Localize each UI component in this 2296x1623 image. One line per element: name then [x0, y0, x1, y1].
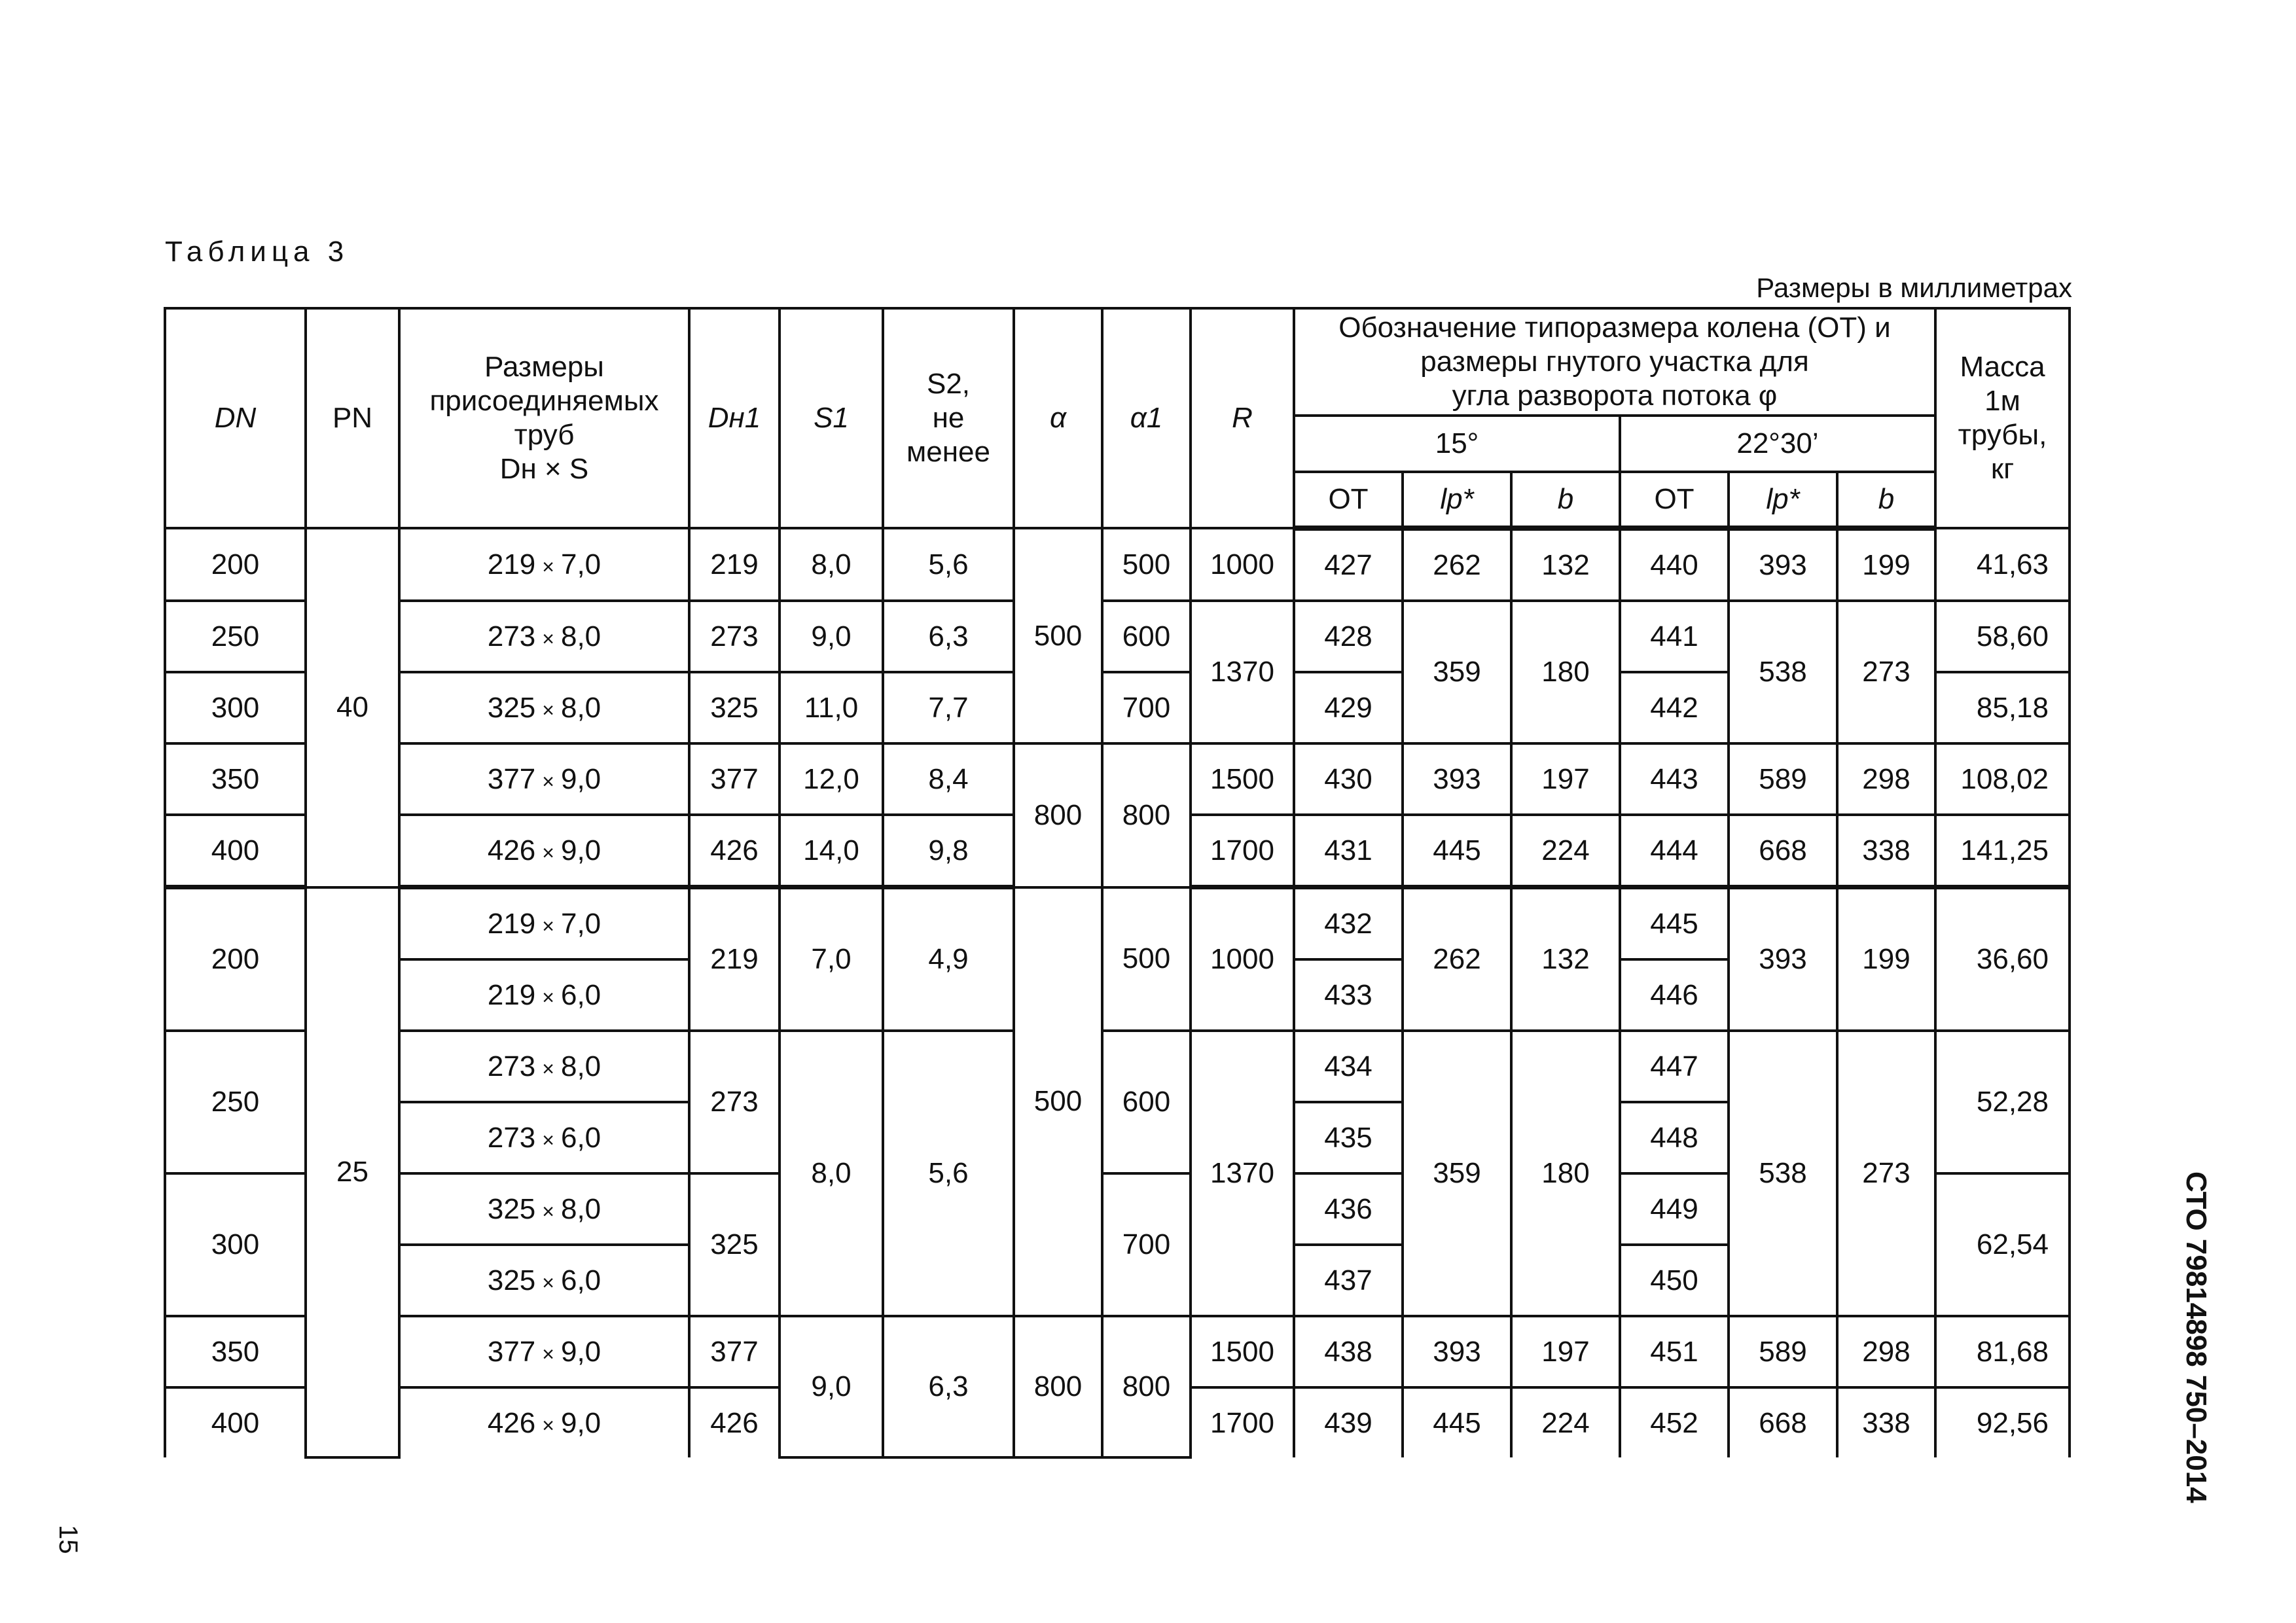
- cell-r: 1000: [1191, 528, 1294, 601]
- cell-lp22: 668: [1729, 815, 1837, 887]
- cell-b22: 338: [1837, 1387, 1935, 1457]
- cell-lp22: 668: [1729, 1387, 1837, 1457]
- cell-s2: 8,4: [883, 743, 1014, 815]
- cell-ot22: 452: [1620, 1387, 1729, 1457]
- cell-mass: 58,60: [1935, 601, 2070, 672]
- table-row: [165, 601, 2070, 672]
- cell-alpha1: 700: [1102, 672, 1191, 743]
- cell-pipe-size: 325 × 6,0: [399, 1245, 689, 1316]
- cell-r: 1500: [1191, 1316, 1294, 1387]
- table-row: [165, 887, 2070, 960]
- cell-s1: 8,0: [780, 528, 883, 601]
- cell-lp15: 359: [1403, 1031, 1511, 1316]
- cell-s1: 12,0: [780, 743, 883, 815]
- cell-ot22: 447: [1620, 1031, 1729, 1102]
- cell-mass: 36,60: [1935, 887, 2070, 1031]
- header-dn: DN: [165, 308, 306, 528]
- cell-dh1: 273: [689, 601, 780, 672]
- cell-dh1: 377: [689, 743, 780, 815]
- cell-dh1: 325: [689, 672, 780, 743]
- cell-mass: 108,02: [1935, 743, 2070, 815]
- cell-dn: 400: [165, 815, 306, 887]
- cell-lp15: 359: [1403, 601, 1511, 743]
- cell-pn: 25: [306, 887, 399, 1458]
- document-code: СТО 79814898 750–2014: [2180, 1171, 2212, 1503]
- table-row: [165, 1031, 2070, 1102]
- cell-alpha1: 800: [1102, 1316, 1191, 1457]
- header-angle-22-30: 22°30’: [1620, 416, 1935, 472]
- cell-ot22: 442: [1620, 672, 1729, 743]
- cell-ot22: 440: [1620, 528, 1729, 601]
- cell-pipe-size: 273 × 6,0: [399, 1102, 689, 1173]
- cell-dn: 200: [165, 528, 306, 601]
- cell-s2: 9,8: [883, 815, 1014, 887]
- cell-dh1: 273: [689, 1031, 780, 1173]
- header-ot-22: ОТ: [1620, 472, 1729, 528]
- cell-lp15: 393: [1403, 743, 1511, 815]
- cell-ot22: 449: [1620, 1173, 1729, 1245]
- cell-alpha: 500: [1014, 528, 1102, 743]
- cell-s2: 5,6: [883, 528, 1014, 601]
- cell-r: 1700: [1191, 1387, 1294, 1457]
- cell-mass: 92,56: [1935, 1387, 2070, 1457]
- cell-s2: 4,9: [883, 887, 1014, 1031]
- cell-b15: 197: [1511, 743, 1620, 815]
- cell-dh1: 426: [689, 815, 780, 887]
- header-angle-15: 15°: [1294, 416, 1620, 472]
- cell-mass: 141,25: [1935, 815, 2070, 887]
- cell-b15: 132: [1511, 887, 1620, 1031]
- cell-lp22: 589: [1729, 1316, 1837, 1387]
- cell-b15: 180: [1511, 601, 1620, 743]
- cell-b15: 132: [1511, 528, 1620, 601]
- cell-pipe-size: 219 × 6,0: [399, 959, 689, 1031]
- cell-alpha1: 700: [1102, 1173, 1191, 1316]
- cell-pipe-size: 377 × 9,0: [399, 743, 689, 815]
- cell-mass: 41,63: [1935, 528, 2070, 601]
- cell-pipe-size: 426 × 9,0: [399, 1387, 689, 1457]
- spec-table: [164, 307, 2071, 1459]
- cell-alpha1: 600: [1102, 601, 1191, 672]
- cell-pipe-size: 325 × 8,0: [399, 672, 689, 743]
- cell-pipe-size: 325 × 8,0: [399, 1173, 689, 1245]
- header-s1: S1: [780, 308, 883, 528]
- cell-pipe-size: 273 × 8,0: [399, 1031, 689, 1102]
- cell-b22: 338: [1837, 815, 1935, 887]
- cell-lp15: 445: [1403, 1387, 1511, 1457]
- cell-mass: 52,28: [1935, 1031, 2070, 1173]
- cell-pipe-size: 273 × 8,0: [399, 601, 689, 672]
- cell-s2: 5,6: [883, 1031, 1014, 1316]
- cell-s2: 6,3: [883, 601, 1014, 672]
- cell-s1: 11,0: [780, 672, 883, 743]
- cell-alpha1: 500: [1102, 887, 1191, 1031]
- header-dh1: Dн1: [689, 308, 780, 528]
- cell-dn: 300: [165, 672, 306, 743]
- cell-dh1: 377: [689, 1316, 780, 1387]
- cell-b15: 224: [1511, 815, 1620, 887]
- cell-ot15: 435: [1294, 1102, 1403, 1173]
- cell-alpha: 800: [1014, 1316, 1102, 1457]
- table-row: [165, 743, 2070, 815]
- cell-ot22: 448: [1620, 1102, 1729, 1173]
- header-bend-group: Обозначение типоразмера колена (ОТ) и размеры гнутого участка для угла разворота потока φ: [1294, 308, 1935, 416]
- header-pipe-size: Размеры присоединяемых труб Dн × S: [399, 308, 689, 528]
- header-alpha: α: [1014, 308, 1102, 528]
- table-caption: Таблица 3: [165, 236, 350, 268]
- cell-pipe-size: 426 × 9,0: [399, 815, 689, 887]
- cell-s1: 14,0: [780, 815, 883, 887]
- cell-b22: 298: [1837, 1316, 1935, 1387]
- cell-pipe-size: 377 × 9,0: [399, 1316, 689, 1387]
- header-b-15: b: [1511, 472, 1620, 528]
- cell-lp15: 262: [1403, 887, 1511, 1031]
- cell-lp15: 445: [1403, 815, 1511, 887]
- cell-s1: 8,0: [780, 1031, 883, 1316]
- table-row: [165, 528, 2070, 601]
- cell-dn: 350: [165, 1316, 306, 1387]
- cell-dn: 350: [165, 743, 306, 815]
- header-b-22: b: [1837, 472, 1935, 528]
- units-note: Размеры в миллиметрах: [1756, 272, 2072, 303]
- cell-ot15: 428: [1294, 601, 1403, 672]
- cell-alpha1: 800: [1102, 743, 1191, 887]
- cell-s2: 7,7: [883, 672, 1014, 743]
- cell-lp15: 393: [1403, 1316, 1511, 1387]
- cell-r: 1000: [1191, 887, 1294, 1031]
- cell-dh1: 426: [689, 1387, 780, 1457]
- cell-b22: 273: [1837, 601, 1935, 743]
- cell-ot15: 431: [1294, 815, 1403, 887]
- cell-ot15: 439: [1294, 1387, 1403, 1457]
- cell-ot15: 438: [1294, 1316, 1403, 1387]
- cell-b22: 199: [1837, 528, 1935, 601]
- cell-b22: 199: [1837, 887, 1935, 1031]
- cell-ot22: 451: [1620, 1316, 1729, 1387]
- cell-pn: 40: [306, 528, 399, 887]
- cell-ot15: 432: [1294, 887, 1403, 960]
- cell-lp22: 393: [1729, 528, 1837, 601]
- cell-ot15: 429: [1294, 672, 1403, 743]
- cell-dh1: 219: [689, 887, 780, 1031]
- table-row: [165, 1316, 2070, 1387]
- cell-ot22: 446: [1620, 959, 1729, 1031]
- cell-dh1: 325: [689, 1173, 780, 1316]
- cell-s1: 7,0: [780, 887, 883, 1031]
- cell-dn: 250: [165, 601, 306, 672]
- cell-ot15: 437: [1294, 1245, 1403, 1316]
- cell-alpha: 500: [1014, 887, 1102, 1317]
- cell-lp22: 538: [1729, 601, 1837, 743]
- header-ot-15: ОТ: [1294, 472, 1403, 528]
- page-number: 15: [54, 1525, 82, 1554]
- cell-lp22: 538: [1729, 1031, 1837, 1316]
- header-r: R: [1191, 308, 1294, 528]
- cell-lp22: 393: [1729, 887, 1837, 1031]
- cell-b15: 197: [1511, 1316, 1620, 1387]
- cell-ot22: 444: [1620, 815, 1729, 887]
- cell-s2: 6,3: [883, 1316, 1014, 1457]
- header-pn: PN: [306, 308, 399, 528]
- cell-ot22: 445: [1620, 887, 1729, 960]
- cell-ot15: 434: [1294, 1031, 1403, 1102]
- cell-dn: 200: [165, 887, 306, 1031]
- cell-dh1: 219: [689, 528, 780, 601]
- cell-s1: 9,0: [780, 1316, 883, 1457]
- cell-alpha1: 500: [1102, 528, 1191, 601]
- cell-r: 1700: [1191, 815, 1294, 887]
- cell-alpha: 800: [1014, 743, 1102, 887]
- cell-ot22: 450: [1620, 1245, 1729, 1316]
- cell-mass: 62,54: [1935, 1173, 2070, 1316]
- cell-r: 1370: [1191, 1031, 1294, 1316]
- header-lp-22: lp*: [1729, 472, 1837, 528]
- header-alpha1: α1: [1102, 308, 1191, 528]
- header-s2: S2, не менее: [883, 308, 1014, 528]
- cell-ot15: 427: [1294, 528, 1403, 601]
- cell-mass: 85,18: [1935, 672, 2070, 743]
- cell-pipe-size: 219 × 7,0: [399, 528, 689, 601]
- cell-b22: 298: [1837, 743, 1935, 815]
- cell-r: 1500: [1191, 743, 1294, 815]
- cell-s1: 9,0: [780, 601, 883, 672]
- cell-ot15: 433: [1294, 959, 1403, 1031]
- cell-ot22: 443: [1620, 743, 1729, 815]
- cell-pipe-size: 219 × 7,0: [399, 887, 689, 960]
- cell-ot15: 436: [1294, 1173, 1403, 1245]
- cell-ot15: 430: [1294, 743, 1403, 815]
- header-lp-15: lp*: [1403, 472, 1511, 528]
- header-mass: Масса 1м трубы, кг: [1935, 308, 2070, 528]
- cell-alpha1: 600: [1102, 1031, 1191, 1173]
- cell-mass: 81,68: [1935, 1316, 2070, 1387]
- cell-b15: 180: [1511, 1031, 1620, 1316]
- cell-lp15: 262: [1403, 528, 1511, 601]
- cell-r: 1370: [1191, 601, 1294, 743]
- cell-dn: 250: [165, 1031, 306, 1173]
- cell-dn: 400: [165, 1387, 306, 1457]
- cell-b22: 273: [1837, 1031, 1935, 1316]
- cell-b15: 224: [1511, 1387, 1620, 1457]
- cell-lp22: 589: [1729, 743, 1837, 815]
- cell-dn: 300: [165, 1173, 306, 1316]
- cell-ot22: 441: [1620, 601, 1729, 672]
